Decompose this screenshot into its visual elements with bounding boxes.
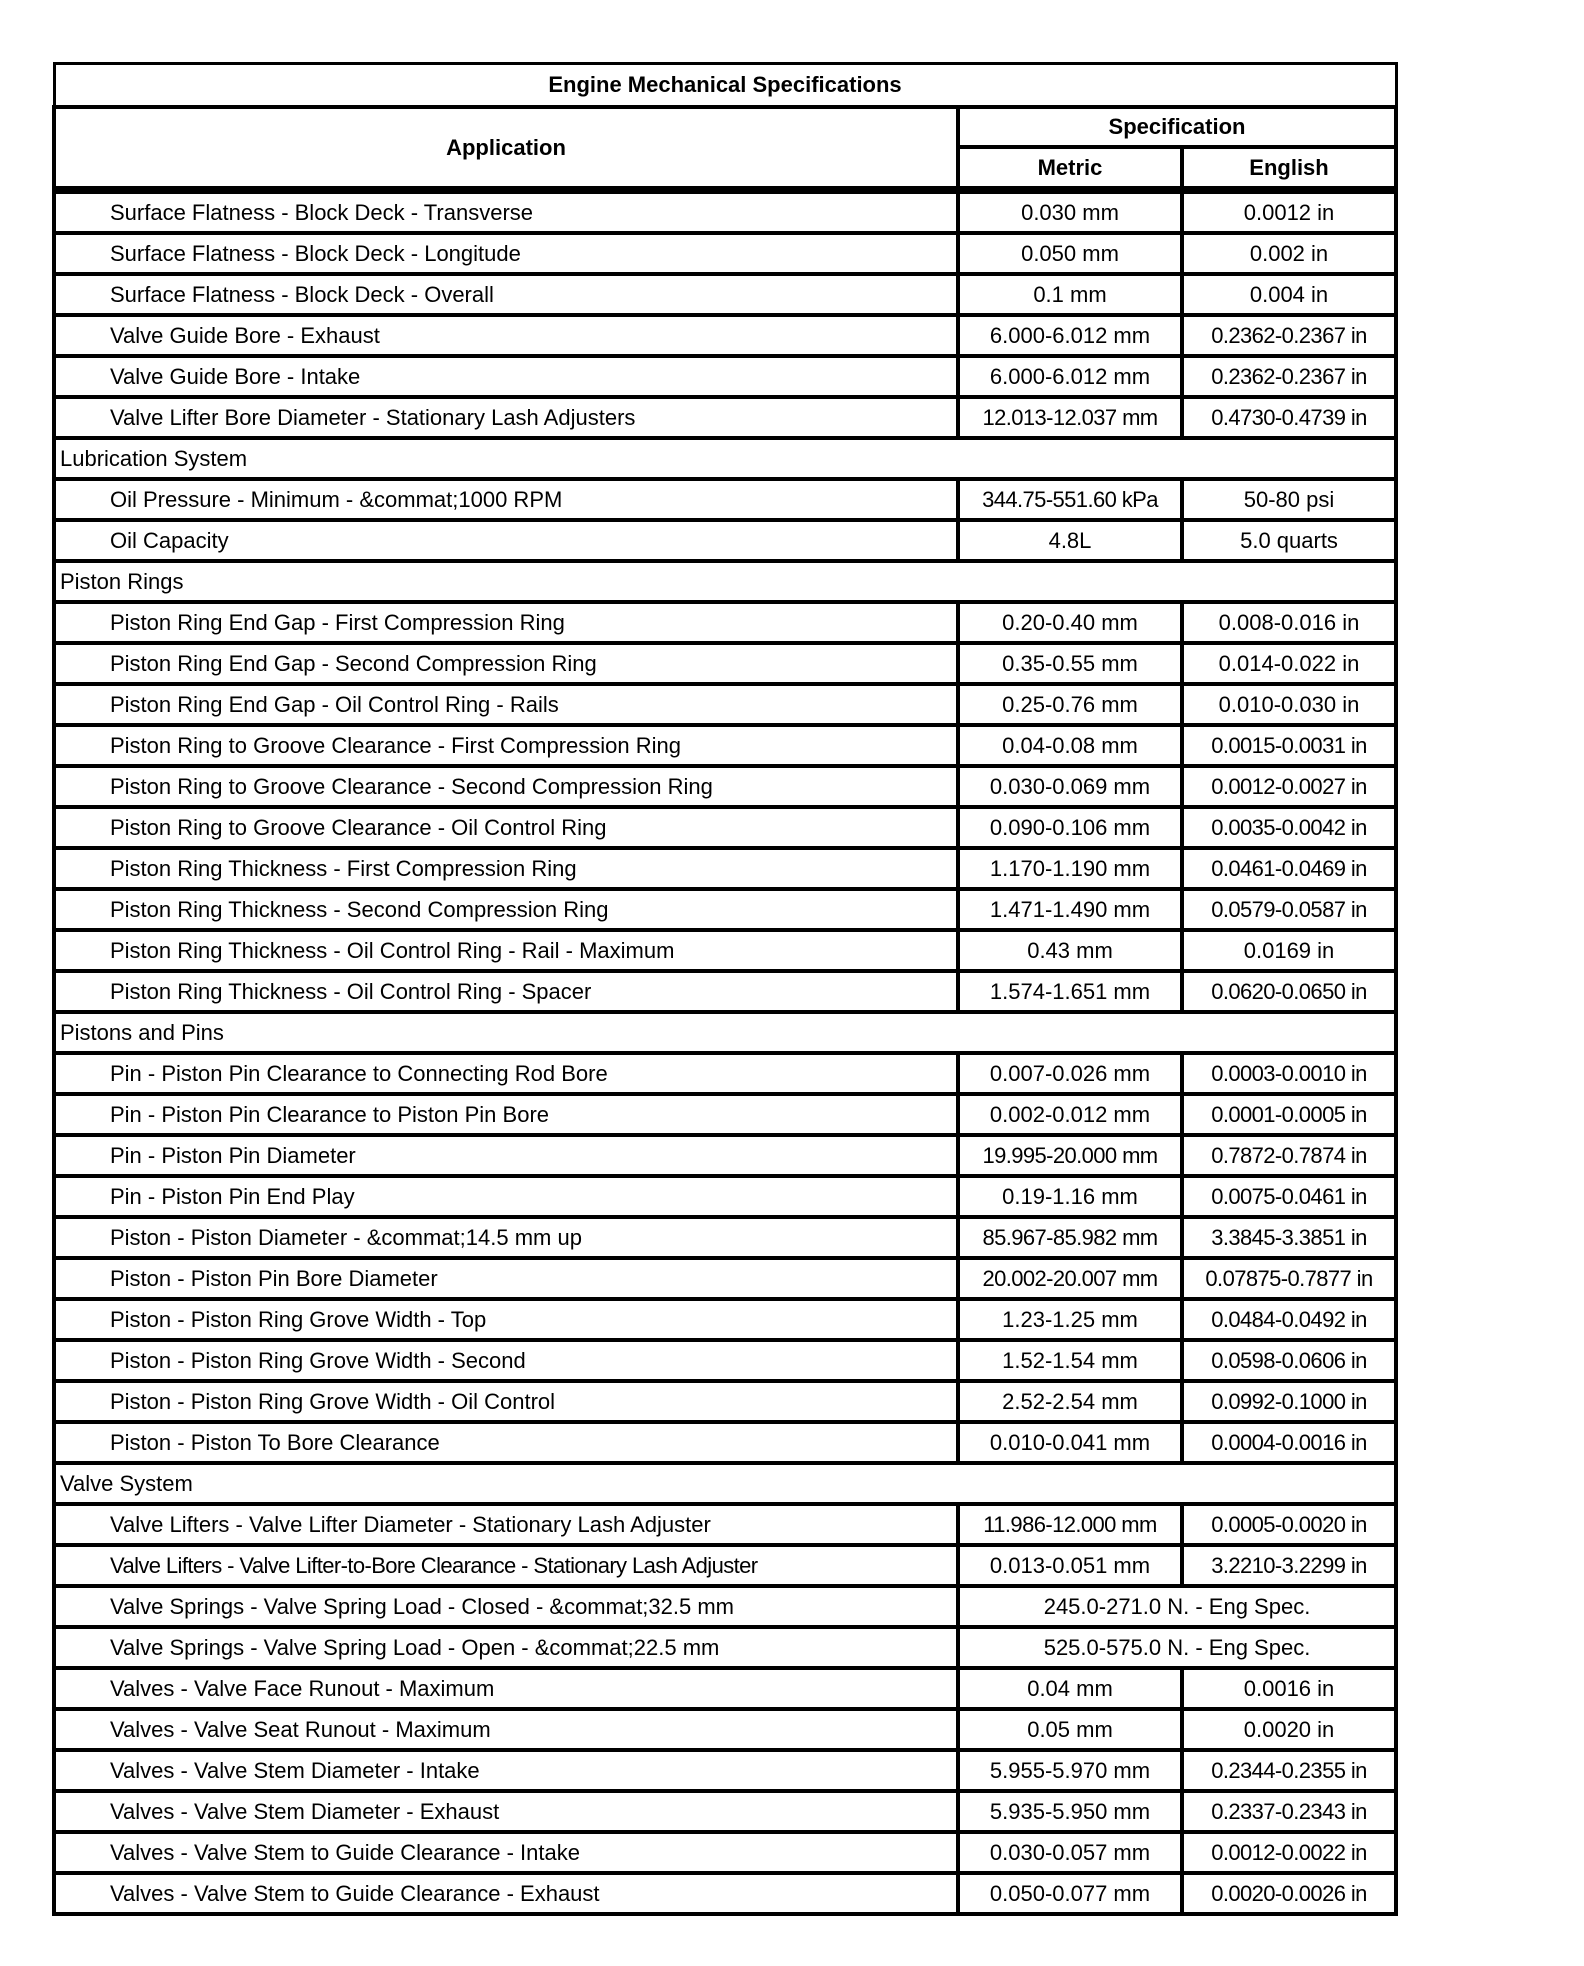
english-value-cell: 0.0004-0.0016 in (1182, 1422, 1396, 1463)
metric-value-cell: 0.010-0.041 mm (958, 1422, 1182, 1463)
english-value-cell: 0.0020-0.0026 in (1182, 1873, 1396, 1914)
application-cell: Valve Guide Bore - Intake (54, 356, 958, 397)
table-row (54, 1668, 1396, 1709)
metric-value-cell: 0.20-0.40 mm (958, 602, 1182, 643)
english-value-cell: 0.004 in (1182, 274, 1396, 315)
table-row (54, 971, 1396, 1012)
english-value-cell: 0.0012-0.0027 in (1182, 766, 1396, 807)
table-row (54, 1627, 1396, 1668)
metric-value-cell: 1.574-1.651 mm (958, 971, 1182, 1012)
table-row (54, 1832, 1396, 1873)
metric-value-cell: 11.986-12.000 mm (958, 1504, 1182, 1545)
application-cell: Piston - Piston Diameter - &commat;14.5 mm up (54, 1217, 958, 1258)
table-row (54, 930, 1396, 971)
english-value-cell: 0.2362-0.2367 in (1182, 315, 1396, 356)
metric-value-cell: 85.967-85.982 mm (958, 1217, 1182, 1258)
application-cell: Pin - Piston Pin End Play (54, 1176, 958, 1217)
table-row (54, 1709, 1396, 1750)
table-row (54, 520, 1396, 561)
english-column-header: English (1182, 147, 1396, 190)
application-cell: Valve Lifter Bore Diameter - Stationary Lash Adjusters (54, 397, 958, 438)
application-cell: Surface Flatness - Block Deck - Longitude (54, 233, 958, 274)
application-cell: Pin - Piston Pin Clearance to Connecting Rod Bore (54, 1053, 958, 1094)
header-row (54, 107, 1396, 147)
english-value-cell: 0.0484-0.0492 in (1182, 1299, 1396, 1340)
table-row (54, 233, 1396, 274)
table-row (54, 479, 1396, 520)
metric-value-cell: 0.19-1.16 mm (958, 1176, 1182, 1217)
application-cell: Valves - Valve Stem Diameter - Intake (54, 1750, 958, 1791)
metric-value-cell: 0.25-0.76 mm (958, 684, 1182, 725)
table-row (54, 315, 1396, 356)
metric-value-cell: 5.935-5.950 mm (958, 1791, 1182, 1832)
application-cell: Valve Springs - Valve Spring Load - Open - &commat;22.5 mm (54, 1627, 958, 1668)
metric-value-cell: 0.05 mm (958, 1709, 1182, 1750)
application-cell: Surface Flatness - Block Deck - Overall (54, 274, 958, 315)
english-value-cell: 0.0003-0.0010 in (1182, 1053, 1396, 1094)
application-cell: Piston - Piston Ring Grove Width - Top (54, 1299, 958, 1340)
table-row (54, 848, 1396, 889)
application-cell: Valve Lifters - Valve Lifter-to-Bore Clearance - Stationary Lash Adjuster (54, 1545, 958, 1586)
metric-value-cell: 0.050-0.077 mm (958, 1873, 1182, 1914)
table-row (54, 356, 1396, 397)
metric-value-cell: 0.002-0.012 mm (958, 1094, 1182, 1135)
application-cell: Piston Ring End Gap - Oil Control Ring - Rails (54, 684, 958, 725)
specification-value-cell: 245.0-271.0 N. - Eng Spec. (958, 1586, 1396, 1627)
metric-value-cell: 0.030 mm (958, 190, 1182, 233)
application-cell: Piston Ring End Gap - First Compression Ring (54, 602, 958, 643)
metric-value-cell: 1.23-1.25 mm (958, 1299, 1182, 1340)
table-row (54, 1299, 1396, 1340)
metric-value-cell: 0.090-0.106 mm (958, 807, 1182, 848)
section-row (54, 1012, 1396, 1053)
table-row (54, 397, 1396, 438)
table-row (54, 1750, 1396, 1791)
english-value-cell: 3.3845-3.3851 in (1182, 1217, 1396, 1258)
metric-value-cell: 19.995-20.000 mm (958, 1135, 1182, 1176)
metric-value-cell: 0.43 mm (958, 930, 1182, 971)
metric-column-header: Metric (958, 147, 1182, 190)
english-value-cell: 0.002 in (1182, 233, 1396, 274)
section-heading: Piston Rings (54, 561, 1396, 602)
table-row (54, 1791, 1396, 1832)
table-row (54, 1176, 1396, 1217)
english-value-cell: 0.0016 in (1182, 1668, 1396, 1709)
section-heading: Lubrication System (54, 438, 1396, 479)
metric-value-cell: 6.000-6.012 mm (958, 356, 1182, 397)
english-value-cell: 0.0020 in (1182, 1709, 1396, 1750)
table-row (54, 1340, 1396, 1381)
application-cell: Piston - Piston Ring Grove Width - Oil Control (54, 1381, 958, 1422)
table-row (54, 643, 1396, 684)
table-row (54, 1504, 1396, 1545)
metric-value-cell: 4.8L (958, 520, 1182, 561)
english-value-cell: 0.2344-0.2355 in (1182, 1750, 1396, 1791)
metric-value-cell: 344.75-551.60 kPa (958, 479, 1182, 520)
metric-value-cell: 0.013-0.051 mm (958, 1545, 1182, 1586)
specification-column-header: Specification (958, 107, 1396, 147)
section-heading: Valve System (54, 1463, 1396, 1504)
application-cell: Piston Ring Thickness - First Compression Ring (54, 848, 958, 889)
english-value-cell: 0.008-0.016 in (1182, 602, 1396, 643)
metric-value-cell: 0.050 mm (958, 233, 1182, 274)
application-cell: Surface Flatness - Block Deck - Transverse (54, 190, 958, 233)
application-cell: Valve Springs - Valve Spring Load - Closed - &commat;32.5 mm (54, 1586, 958, 1627)
metric-value-cell: 0.04-0.08 mm (958, 725, 1182, 766)
table-row (54, 1053, 1396, 1094)
english-value-cell: 0.2337-0.2343 in (1182, 1791, 1396, 1832)
application-cell: Valves - Valve Stem Diameter - Exhaust (54, 1791, 958, 1832)
english-value-cell: 5.0 quarts (1182, 520, 1396, 561)
application-cell: Valves - Valve Stem to Guide Clearance - Exhaust (54, 1873, 958, 1914)
application-cell: Valves - Valve Stem to Guide Clearance - Intake (54, 1832, 958, 1873)
application-cell: Piston Ring to Groove Clearance - Oil Control Ring (54, 807, 958, 848)
metric-value-cell: 20.002-20.007 mm (958, 1258, 1182, 1299)
table-row (54, 725, 1396, 766)
application-cell: Piston - Piston To Bore Clearance (54, 1422, 958, 1463)
application-cell: Piston Ring Thickness - Oil Control Ring - Rail - Maximum (54, 930, 958, 971)
table-row (54, 807, 1396, 848)
application-cell: Piston - Piston Pin Bore Diameter (54, 1258, 958, 1299)
english-value-cell: 0.0598-0.0606 in (1182, 1340, 1396, 1381)
application-cell: Piston - Piston Ring Grove Width - Second (54, 1340, 958, 1381)
english-value-cell: 3.2210-3.2299 in (1182, 1545, 1396, 1586)
application-cell: Piston Ring Thickness - Oil Control Ring - Spacer (54, 971, 958, 1012)
application-cell: Piston Ring to Groove Clearance - First Compression Ring (54, 725, 958, 766)
english-value-cell: 0.07875-0.7877 in (1182, 1258, 1396, 1299)
english-value-cell: 0.010-0.030 in (1182, 684, 1396, 725)
section-row (54, 1463, 1396, 1504)
metric-value-cell: 0.007-0.026 mm (958, 1053, 1182, 1094)
english-value-cell: 0.0015-0.0031 in (1182, 725, 1396, 766)
english-value-cell: 0.7872-0.7874 in (1182, 1135, 1396, 1176)
english-value-cell: 0.0992-0.1000 in (1182, 1381, 1396, 1422)
metric-value-cell: 12.013-12.037 mm (958, 397, 1182, 438)
table-row (54, 190, 1396, 233)
metric-value-cell: 0.030-0.069 mm (958, 766, 1182, 807)
english-value-cell: 0.0035-0.0042 in (1182, 807, 1396, 848)
english-value-cell: 0.0620-0.0650 in (1182, 971, 1396, 1012)
table-title: Engine Mechanical Specifications (54, 64, 1396, 108)
section-row (54, 438, 1396, 479)
metric-value-cell: 6.000-6.012 mm (958, 315, 1182, 356)
section-heading: Pistons and Pins (54, 1012, 1396, 1053)
table-row (54, 1422, 1396, 1463)
table-row (54, 1094, 1396, 1135)
application-cell: Piston Ring End Gap - Second Compression Ring (54, 643, 958, 684)
english-value-cell: 0.0001-0.0005 in (1182, 1094, 1396, 1135)
english-value-cell: 0.0005-0.0020 in (1182, 1504, 1396, 1545)
table-row (54, 602, 1396, 643)
english-value-cell: 0.0169 in (1182, 930, 1396, 971)
english-value-cell: 0.4730-0.4739 in (1182, 397, 1396, 438)
application-cell: Valves - Valve Seat Runout - Maximum (54, 1709, 958, 1750)
metric-value-cell: 0.04 mm (958, 1668, 1182, 1709)
english-value-cell: 0.0579-0.0587 in (1182, 889, 1396, 930)
english-value-cell: 0.0075-0.0461 in (1182, 1176, 1396, 1217)
metric-value-cell: 5.955-5.970 mm (958, 1750, 1182, 1791)
table-body (54, 190, 1396, 1914)
metric-value-cell: 1.170-1.190 mm (958, 848, 1182, 889)
metric-value-cell: 0.35-0.55 mm (958, 643, 1182, 684)
application-cell: Pin - Piston Pin Clearance to Piston Pin Bore (54, 1094, 958, 1135)
application-cell: Valve Guide Bore - Exhaust (54, 315, 958, 356)
table-row (54, 1217, 1396, 1258)
application-cell: Piston Ring Thickness - Second Compression Ring (54, 889, 958, 930)
application-cell: Valves - Valve Face Runout - Maximum (54, 1668, 958, 1709)
english-value-cell: 0.0012-0.0022 in (1182, 1832, 1396, 1873)
table-row (54, 1586, 1396, 1627)
application-cell: Oil Capacity (54, 520, 958, 561)
table-row (54, 274, 1396, 315)
table-row (54, 1258, 1396, 1299)
english-value-cell: 0.0461-0.0469 in (1182, 848, 1396, 889)
english-value-cell: 0.0012 in (1182, 190, 1396, 233)
application-cell: Piston Ring to Groove Clearance - Second Compression Ring (54, 766, 958, 807)
english-value-cell: 50-80 psi (1182, 479, 1396, 520)
table-row (54, 766, 1396, 807)
english-value-cell: 0.2362-0.2367 in (1182, 356, 1396, 397)
table-row (54, 1135, 1396, 1176)
application-cell: Oil Pressure - Minimum - &commat;1000 RPM (54, 479, 958, 520)
metric-value-cell: 1.471-1.490 mm (958, 889, 1182, 930)
table-row (54, 1873, 1396, 1914)
specification-value-cell: 525.0-575.0 N. - Eng Spec. (958, 1627, 1396, 1668)
metric-value-cell: 2.52-2.54 mm (958, 1381, 1182, 1422)
section-row (54, 561, 1396, 602)
title-row (54, 64, 1396, 108)
application-cell: Valve Lifters - Valve Lifter Diameter - Stationary Lash Adjuster (54, 1504, 958, 1545)
application-cell: Pin - Piston Pin Diameter (54, 1135, 958, 1176)
table-row (54, 1545, 1396, 1586)
table-row (54, 684, 1396, 725)
metric-value-cell: 0.030-0.057 mm (958, 1832, 1182, 1873)
metric-value-cell: 1.52-1.54 mm (958, 1340, 1182, 1381)
table-row (54, 1381, 1396, 1422)
table-row (54, 889, 1396, 930)
engine-mechanical-specifications-table (52, 62, 1398, 1916)
application-column-header: Application (54, 107, 958, 190)
english-value-cell: 0.014-0.022 in (1182, 643, 1396, 684)
metric-value-cell: 0.1 mm (958, 274, 1182, 315)
